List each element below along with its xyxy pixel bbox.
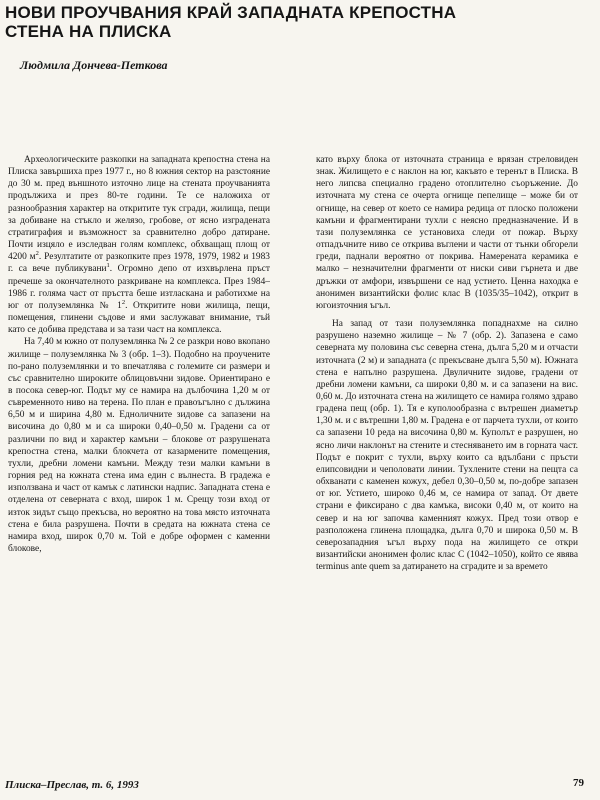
body-column-right [316, 154, 578, 573]
author-name: Людмила Дончева-Петкова [20, 58, 168, 72]
article-title [5, 3, 595, 41]
title-line-2: СТЕНА НА ПЛИСКА [5, 22, 172, 41]
body-column-left [8, 154, 270, 555]
paragraph-1-text-a: Археологическите разкопки на западната крепостна стена на Плиска завършиха през 1977 г., но 8 южния сектор на разстояние до 30 м. пред външното източно лице на стената проучванията продължиха и през 80-те години. Те се наложиха от разнообразния характер на откритите тук сгради, жилища, пещи за добиване на стъкло и желязо, гробове, от ясно изградената стратиграфия и възможност за сравнително добро датиране. Почти изцяло е изследван голям комплекс, обхващащ площ от 4200 м [8, 155, 270, 263]
journal-footer: Плиска–Преслав, т. 6, 1993 [5, 779, 139, 791]
paragraph-4: На запад от тази полуземлянка попаднахме на силно разрушено наземно жилище – № 7 (обр. 2). Запазена е само северната му половина със северна стена, дълга 5,20 м и отчасти източната (2 м) и западната (с прекъсване дълга 5,50 м). Южната стена е напълно разрушена. Двуличните зидове, градени от дребни ломени камъни, са широки 0,80 м. и са запазени на вис. 0,60 м. До източната стена на жилището се намира голямо здраво градена пещ (обр. 1). Тя е куполообразна с вътрешен диаметър 1,30 м. и с вътрешни 1,80 м. Градена е от парчета тухли, от които са запазени 10 реда на височина 0,80 м. Куполът е разрушен, но ясно личи наклонът на стените и стесняването им в горната част. Подът е покрит с тухли, върху които са вдълбани с пръсти елипсовидни и чеполовати линии. Тухлените стени на пещта са обхванати с каменен кожух, дебел 0,30–0,50 м, по-добре запазен от юг. Устието, широко 0,46 м, се намира от запад. От двете страни е фиксирано с два камъка, високи 0,40 м, от които на север и на юг започва каменният кожух. Пред този отвор е разположена глинена площадка, дълга 0,70 и широка 0,50 м. В северозападния ъгъл върху пода на жилището се откри византийски анонимен фолис клас C (1042–1050), който се явява terminus ante quem за датирането на сградите и за времето [316, 319, 578, 573]
paragraph-1-text-b: . Резултатите от разкопките през 1978, 1979, 1982 и 1983 г. са вече публикувани [8, 252, 270, 275]
footnote-ref-2: 2 [121, 298, 126, 306]
paragraph-1-text-c: . Огромно депо от изхвърлена пръст пречеше за окончателното разкриване на комплекса. През 1984–1986 г. голяма част от пръстта беше изтласкана и работихме на юг от полуземлянка № 1 [8, 264, 270, 311]
paragraph-1 [8, 154, 270, 336]
paragraph-1-text-d: . Откритите нови жилища, пещи, помещения, глинени съдове и ями заслужават внимание, тъй като се добива представа и за тази част на комплекса. [8, 300, 270, 336]
paragraph-3: като върху блока от източната страница е врязан стреловиден знак. Жилището е с наклон на юг, какъвто е теренът в Плиска. В него липсва специално градено отоплително съоръжение. До източната му стена се очерта огнище пепелище – може би от огнище, на север от което се намира редица от плоско положени камъни и фрагментирани тухли с неясно предназначение. И в тази полуземлянка се установиха следи от пожар. Върху отпадъчните ниво се открива въглени и части от тънки обгорели греди, паднали вероятно от покрива. Намерената керамика е малко – незначителни фрагменти от ниски сиви гърнета и две дръжки от амфори, извършени се над устието. Ценна находка е анонимен византийски фолис клас B (1035/35–1042), открит в югоизточния ъгъл. [316, 155, 578, 311]
footnote-ref-1: 1 [106, 262, 110, 270]
title-line-1: НОВИ ПРОУЧВАНИЯ КРАЙ ЗАПАДНАТА КРЕПОСТНА [5, 3, 457, 22]
page-number: 79 [573, 777, 584, 789]
paragraph-2: На 7,40 м южно от полуземлянка № 2 се разкри ново вкопано жилище – полуземлянка № 3 (обр. 1–3). Подобно на проучените по-рано полуземлянки и то впечатлява с големите си размери и със сравнително широките облицовъчни зидове. Ориентирано е в посока север-юг. Подът му се намира на дълбочина 1,20 м от съвременното ниво на терена. По план е правоъгълно с дължина 6,50 м и ширина 4,80 м. Едноличните зидове са запазени на височина до 0,80 м и са широки 0,40–0,50 м. Градени са от различни по вид и характер камъни – блокове от разрушената крепостна стена, малки блокчета от казармените помещения, тухли, дребни ломени камъни. Между тези малки камъни в горния ред на южната стена има един с вълнеста. В градежа е използвана и част от камък с латински надпис. Западната стена е отделена от северната с вход, широк 1 м. Срещу този вход от изток зидът също прекъсва, но вероятно на това място източната стена е била разрушена. Почти в средата на южната стена се намира вход, широк 0,70 м. Той е добре оформен с каменни блокове, [8, 337, 270, 554]
superscript-square: 2 [35, 250, 39, 258]
